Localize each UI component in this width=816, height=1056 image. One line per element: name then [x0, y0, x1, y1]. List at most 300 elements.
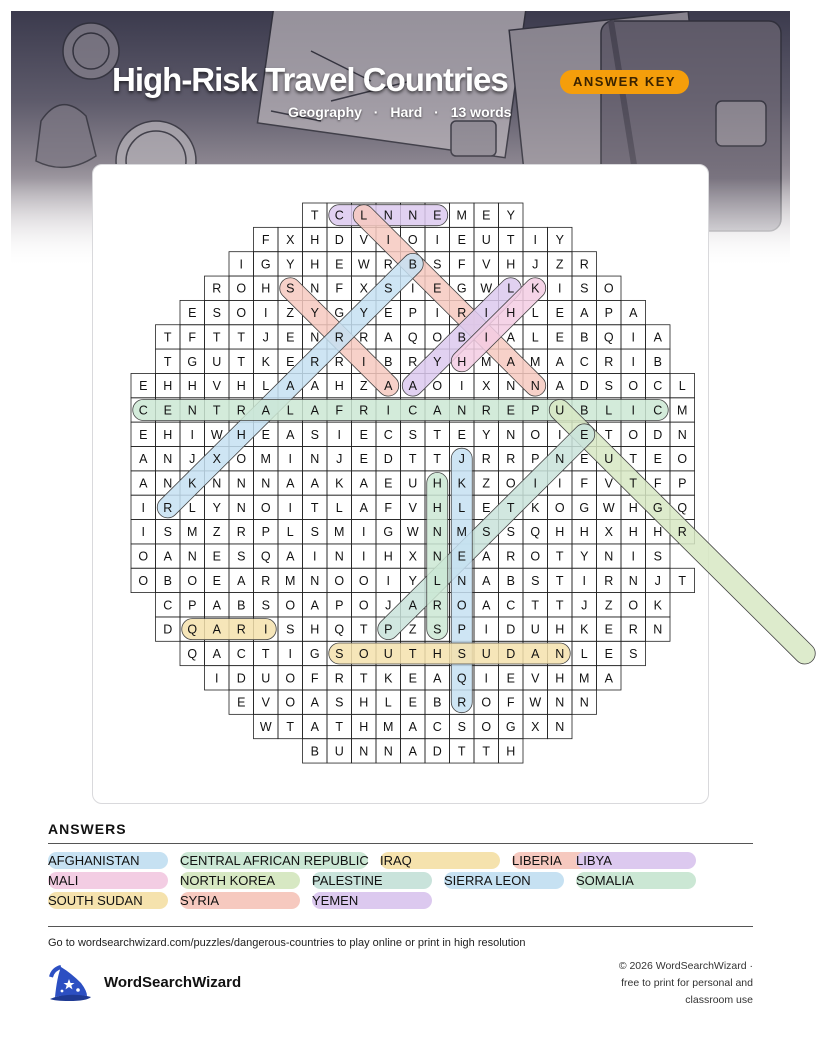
grid-letter: E	[433, 208, 442, 223]
grid-letter: O	[530, 427, 541, 442]
grid-letter: Z	[555, 257, 564, 272]
difficulty-label: Hard	[390, 104, 423, 120]
grid-letter: A	[604, 671, 613, 686]
grid-letter: L	[188, 500, 196, 515]
grid-letter: T	[212, 330, 221, 345]
grid-letter: G	[383, 525, 394, 540]
grid-letter: Q	[407, 330, 418, 345]
grid-letter: N	[310, 281, 320, 296]
grid-letter: I	[362, 354, 366, 369]
grid-letter: P	[261, 525, 270, 540]
grid-letter: T	[555, 598, 564, 613]
grid-letter: H	[432, 646, 442, 661]
grid-letter: W	[480, 281, 493, 296]
grid-letter: E	[359, 427, 368, 442]
grid-letter: A	[212, 598, 221, 613]
grid-letter: K	[531, 281, 540, 296]
grid-letter: B	[408, 257, 417, 272]
grid-letter: R	[604, 354, 614, 369]
grid-letter: I	[215, 671, 219, 686]
grid-letter: A	[310, 598, 319, 613]
grid-letter: F	[188, 330, 197, 345]
grid-letter: L	[678, 379, 686, 394]
grid-letter: H	[432, 476, 442, 491]
grid-letter: I	[386, 403, 390, 418]
grid-letter: N	[457, 403, 467, 418]
grid-letter: T	[408, 452, 417, 467]
grid-letter: S	[433, 622, 442, 637]
grid-letter: H	[236, 427, 246, 442]
grid-letter: A	[555, 379, 564, 394]
grid-letter: T	[555, 549, 564, 564]
grid-letter: E	[237, 695, 246, 710]
grid-letter: N	[236, 500, 246, 515]
grid-letter: R	[432, 598, 442, 613]
meta-separator: ·	[373, 104, 379, 120]
grid-letter: M	[579, 671, 590, 686]
grid-letter: O	[530, 549, 541, 564]
grid-letter: P	[604, 306, 613, 321]
grid-letter: R	[383, 257, 393, 272]
grid-letter: I	[484, 671, 488, 686]
grid-letter: C	[163, 598, 173, 613]
grid-letter: Y	[286, 257, 295, 272]
grid-letter: F	[384, 500, 393, 515]
grid-letter: I	[362, 525, 366, 540]
grid-letter: M	[456, 525, 467, 540]
grid-letter: L	[262, 379, 270, 394]
grid-letter: C	[579, 354, 589, 369]
grid-letter: A	[359, 500, 368, 515]
grid-letter: J	[385, 598, 392, 613]
grid-letter: R	[506, 549, 516, 564]
divider	[48, 843, 753, 844]
grid-letter: Y	[555, 233, 564, 248]
grid-letter: I	[558, 476, 562, 491]
grid-letter: T	[408, 646, 417, 661]
grid-letter: N	[432, 525, 442, 540]
grid-letter: H	[555, 671, 565, 686]
grid-letter: H	[579, 525, 589, 540]
grid-letter: H	[187, 379, 197, 394]
grid-letter: R	[408, 354, 418, 369]
grid-letter: A	[408, 379, 417, 394]
grid-letter: S	[310, 427, 319, 442]
grid-letter: T	[678, 573, 687, 588]
divider	[48, 926, 753, 927]
grid-letter: E	[457, 233, 466, 248]
grid-letter: L	[531, 306, 539, 321]
grid-letter: A	[482, 573, 491, 588]
grid-letter: A	[384, 379, 393, 394]
grid-letter: L	[458, 500, 466, 515]
grid-letter: I	[190, 427, 194, 442]
grid-letter: P	[335, 598, 344, 613]
grid-letter: R	[481, 452, 491, 467]
grid-letter: O	[358, 598, 369, 613]
grid-letter: T	[237, 330, 246, 345]
grid-letter: P	[408, 306, 417, 321]
grid-letter: R	[628, 622, 638, 637]
grid-letter: I	[141, 525, 145, 540]
grid-letter: H	[163, 427, 173, 442]
grid-letter: T	[359, 671, 368, 686]
footer-link-text[interactable]: Go to wordsearchwizard.com/puzzles/dangerous-countries to play online or print in high resolution	[48, 937, 526, 949]
grid-letter: E	[580, 452, 589, 467]
wizard-hat-icon	[47, 963, 93, 1003]
grid-letter: D	[506, 622, 516, 637]
grid-letter: S	[506, 525, 515, 540]
grid-letter: A	[310, 720, 319, 735]
grid-letter: O	[481, 720, 492, 735]
grid-letter: O	[603, 281, 614, 296]
grid-letter: R	[334, 354, 344, 369]
grid-letter: T	[335, 720, 344, 735]
grid-letter: N	[653, 622, 663, 637]
grid-letter: I	[484, 306, 488, 321]
grid-letter: I	[264, 306, 268, 321]
grid-letter: L	[384, 695, 392, 710]
grid-letter: S	[531, 573, 540, 588]
grid-letter: W	[406, 525, 419, 540]
grid-letter: T	[310, 500, 319, 515]
grid-letter: S	[580, 281, 589, 296]
grid-letter: U	[555, 403, 565, 418]
grid-letter: G	[187, 354, 198, 369]
grid-letter: R	[334, 671, 344, 686]
grid-letter: L	[335, 500, 343, 515]
grid-letter: N	[555, 452, 565, 467]
grid-letter: U	[481, 233, 491, 248]
grid-letter: A	[310, 379, 319, 394]
grid-letter: U	[334, 744, 344, 759]
grid-letter: P	[188, 598, 197, 613]
grid-letter: N	[628, 573, 638, 588]
grid-letter: S	[237, 549, 246, 564]
grid-letter: H	[628, 500, 638, 515]
grid-letter: I	[386, 573, 390, 588]
grid-letter: C	[236, 646, 246, 661]
grid-letter: A	[433, 403, 442, 418]
grid-letter: I	[484, 622, 488, 637]
grid-letter: T	[506, 500, 515, 515]
grid-letter: W	[529, 695, 542, 710]
grid-letter: Q	[187, 622, 198, 637]
grid-letter: O	[236, 281, 247, 296]
grid-letter: B	[237, 598, 246, 613]
grid-letter: H	[506, 306, 516, 321]
grid-letter: G	[579, 500, 590, 515]
answer-word: LIBYA	[576, 852, 696, 869]
grid-letter: D	[236, 671, 246, 686]
grid-letter: P	[531, 403, 540, 418]
grid-letter: Y	[482, 427, 491, 442]
grid-letter: F	[506, 695, 515, 710]
grid-letter: H	[163, 379, 173, 394]
grid-letter: N	[383, 208, 393, 223]
grid-letter: Q	[530, 525, 541, 540]
answer-word: CENTRAL AFRICAN REPUBLIC	[180, 853, 369, 868]
answer-word: SOMALIA	[576, 872, 696, 889]
grid-letter: O	[187, 573, 198, 588]
grid-letter: H	[310, 622, 320, 637]
grid-letter: H	[261, 281, 271, 296]
grid-letter: O	[334, 573, 345, 588]
grid-letter: H	[628, 525, 638, 540]
grid-letter: S	[310, 525, 319, 540]
grid-letter: B	[163, 573, 172, 588]
grid-letter: N	[530, 379, 540, 394]
grid-letter: P	[384, 622, 393, 637]
grid-letter: I	[460, 379, 464, 394]
grid-letter: E	[408, 695, 417, 710]
grid-letter: X	[359, 281, 368, 296]
grid-letter: O	[677, 452, 688, 467]
grid-letter: U	[383, 646, 393, 661]
grid-letter: R	[457, 306, 467, 321]
grid-letter: A	[310, 403, 319, 418]
grid-letter: I	[533, 476, 537, 491]
grid-letter: S	[286, 281, 295, 296]
grid-letter: M	[187, 525, 198, 540]
answer-word: LIBERIA	[512, 852, 632, 869]
grid-letter: Y	[359, 306, 368, 321]
grid-letter: O	[358, 646, 369, 661]
grid-letter: Q	[603, 330, 614, 345]
grid-letter: O	[456, 598, 467, 613]
grid-letter: O	[481, 695, 492, 710]
grid-letter: E	[433, 281, 442, 296]
grid-letter: Z	[212, 525, 221, 540]
grid-letter: H	[653, 525, 663, 540]
grid-letter: Z	[408, 622, 417, 637]
grid-letter: Q	[677, 500, 688, 515]
grid-letter: S	[653, 549, 662, 564]
grid-letter: N	[579, 695, 589, 710]
grid-letter: O	[432, 330, 443, 345]
grid-letter: E	[188, 306, 197, 321]
grid-letter: C	[138, 403, 148, 418]
grid-letter: F	[335, 403, 344, 418]
category-label: Geography	[288, 104, 362, 120]
grid-letter: C	[653, 403, 663, 418]
grid-letter: R	[457, 695, 467, 710]
grid-letter: I	[141, 500, 145, 515]
grid-letter: R	[261, 573, 271, 588]
grid-letter: K	[653, 598, 662, 613]
grid-letter: E	[139, 427, 148, 442]
grid-letter: R	[579, 257, 589, 272]
grid-letter: G	[456, 281, 467, 296]
grid-letter: E	[286, 354, 295, 369]
answer-word: SOUTH SUDAN	[48, 892, 168, 909]
grid-letter: N	[555, 720, 565, 735]
grid-letter: V	[531, 671, 540, 686]
grid-letter: K	[261, 354, 270, 369]
grid-letter: B	[506, 573, 515, 588]
grid-letter: E	[457, 427, 466, 442]
grid-letter: F	[457, 257, 466, 272]
grid-letter: Q	[260, 549, 271, 564]
grid-letter: Y	[212, 500, 221, 515]
grid-letter: B	[580, 330, 589, 345]
grid-letter: I	[362, 549, 366, 564]
grid-letter: A	[482, 598, 491, 613]
grid-letter: J	[262, 330, 269, 345]
grid-letter: T	[629, 476, 638, 491]
grid-letter: I	[631, 354, 635, 369]
grid-letter: O	[138, 573, 149, 588]
grid-letter: I	[558, 281, 562, 296]
grid-letter: F	[310, 671, 319, 686]
grid-letter: E	[506, 403, 515, 418]
grid-letter: I	[313, 549, 317, 564]
grid-letter: S	[261, 598, 270, 613]
grid-letter: T	[531, 598, 540, 613]
grid-letter: R	[359, 330, 369, 345]
grid-letter: R	[236, 525, 246, 540]
grid-letter: A	[310, 695, 319, 710]
grid-letter: R	[236, 403, 246, 418]
grid-letter: E	[359, 452, 368, 467]
grid-letter: I	[435, 233, 439, 248]
grid-letter: B	[580, 403, 589, 418]
grid-letter: T	[286, 720, 295, 735]
grid-letter: O	[285, 695, 296, 710]
grid-letter: E	[555, 306, 564, 321]
grid-letter: I	[533, 233, 537, 248]
grid-letter: T	[359, 622, 368, 637]
grid-letter: T	[433, 452, 442, 467]
grid-letter: E	[212, 573, 221, 588]
copyright-line: free to print for personal and	[621, 977, 753, 989]
grid-letter: Y	[506, 208, 515, 223]
grid-letter: A	[580, 306, 589, 321]
grid-letter: Y	[580, 549, 589, 564]
grid-letter: U	[604, 452, 614, 467]
grid-letter: A	[237, 573, 246, 588]
grid-letter: H	[359, 720, 369, 735]
grid-letter: N	[187, 549, 197, 564]
grid-letter: B	[433, 695, 442, 710]
grid-letter: A	[286, 549, 295, 564]
grid-letter: V	[261, 695, 270, 710]
grid-letter: O	[285, 671, 296, 686]
grid-letter: A	[506, 354, 515, 369]
grid-letter: O	[628, 427, 639, 442]
grid-letter: N	[457, 573, 467, 588]
grid-letter: A	[163, 549, 172, 564]
grid-letter: T	[261, 646, 270, 661]
grid-letter: A	[359, 476, 368, 491]
grid-letter: N	[334, 549, 344, 564]
grid-letter: R	[310, 354, 320, 369]
copyright-notice	[533, 958, 753, 1009]
grid-letter: I	[558, 427, 562, 442]
grid-letter: I	[386, 233, 390, 248]
grid-letter: T	[506, 233, 515, 248]
grid-letter: A	[139, 452, 148, 467]
grid-letter: U	[261, 671, 271, 686]
grid-letter: E	[482, 208, 491, 223]
grid-letter: R	[236, 622, 246, 637]
answer-word: NORTH KOREA	[180, 872, 300, 889]
grid-letter: B	[384, 354, 393, 369]
grid-letter: C	[383, 427, 393, 442]
grid-letter: E	[212, 549, 221, 564]
grid-letter: Q	[456, 671, 467, 686]
grid-letter: P	[457, 622, 466, 637]
grid-letter: A	[408, 720, 417, 735]
grid-letter: E	[139, 379, 148, 394]
grid-letter: J	[581, 598, 588, 613]
grid-letter: C	[653, 379, 663, 394]
grid-letter: L	[507, 281, 515, 296]
grid-letter: H	[555, 622, 565, 637]
grid-letter: I	[411, 281, 415, 296]
grid-letter: I	[484, 330, 488, 345]
grid-letter: A	[408, 744, 417, 759]
grid-letter: N	[163, 476, 173, 491]
grid-letter: C	[506, 598, 516, 613]
grid-letter: O	[628, 379, 639, 394]
grid-letter: A	[433, 671, 442, 686]
grid-letter: N	[604, 549, 614, 564]
grid-letter: O	[554, 500, 565, 515]
grid-letter: J	[458, 452, 465, 467]
grid-letter: Y	[310, 306, 319, 321]
grid-letter: L	[580, 646, 588, 661]
grid-letter: O	[358, 573, 369, 588]
grid-letter: Z	[482, 476, 491, 491]
grid-letter: E	[653, 452, 662, 467]
word-count-label: 13 words	[450, 104, 512, 120]
grid-letter: I	[631, 330, 635, 345]
grid-letter: T	[604, 427, 613, 442]
grid-letter: H	[310, 233, 320, 248]
grid-letter: P	[531, 452, 540, 467]
grid-letter: L	[433, 573, 441, 588]
grid-letter: I	[435, 306, 439, 321]
grid-letter: K	[580, 622, 589, 637]
grid-letter: N	[555, 646, 565, 661]
grid-letter: E	[506, 671, 515, 686]
grid-letter: L	[531, 330, 539, 345]
grid-letter: N	[383, 744, 393, 759]
grid-letter: J	[336, 452, 343, 467]
grid-letter: L	[360, 208, 368, 223]
grid-letter: T	[457, 744, 466, 759]
grid-letter: T	[629, 452, 638, 467]
grid-letter: A	[286, 379, 295, 394]
grid-letter: Z	[286, 306, 295, 321]
grid-letter: A	[384, 330, 393, 345]
grid-letter: H	[383, 549, 393, 564]
grid-letter: M	[677, 403, 688, 418]
grid-letter: B	[653, 354, 662, 369]
grid-letter: O	[260, 500, 271, 515]
grid-letter: S	[433, 257, 442, 272]
grid-letter: R	[506, 452, 516, 467]
grid-letter: S	[629, 646, 638, 661]
grid-letter: N	[236, 476, 246, 491]
grid-letter: A	[310, 476, 319, 491]
grid-letter: L	[605, 403, 613, 418]
copyright-line: classroom use	[685, 994, 753, 1006]
grid-letter: N	[506, 379, 516, 394]
grid-letter: V	[408, 500, 417, 515]
grid-letter: H	[506, 257, 516, 272]
